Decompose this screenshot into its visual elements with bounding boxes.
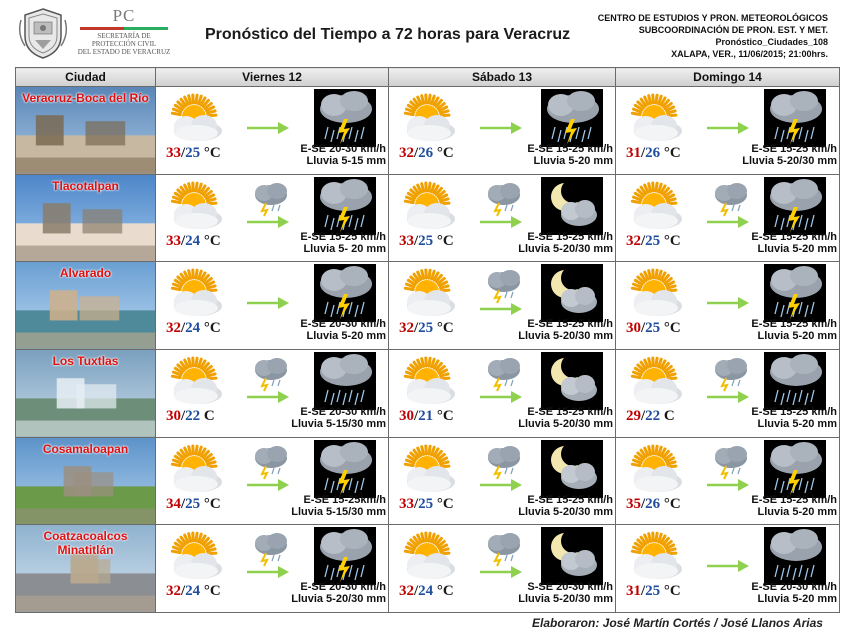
city-name: Tlacotalpan — [52, 178, 119, 193]
arrow-right-icon — [246, 565, 290, 579]
temp-min: 26 — [645, 495, 661, 512]
temp-max: 34 — [166, 495, 181, 512]
rain-cloud-icon — [764, 352, 826, 410]
sun-cloud-icon — [624, 179, 686, 231]
table-row — [16, 174, 840, 262]
city-name: Veracruz-Boca del Río — [22, 91, 149, 105]
arrow-right-icon — [479, 302, 523, 316]
forecast-cell — [156, 174, 389, 262]
wind-text: E-SE 15-25 km/h — [751, 405, 837, 418]
wind-rain-text — [518, 406, 613, 430]
pc-subtitle-3: DEL ESTADO DE VERACRUZ — [77, 48, 171, 56]
arrow-right-icon — [706, 296, 750, 310]
temp-unit: °C — [203, 495, 221, 512]
forecast-cell — [389, 174, 616, 262]
moon-cloud-icon — [541, 440, 603, 498]
wind-rain-text — [300, 231, 386, 255]
temp-min: 26 — [645, 145, 661, 161]
wind-text: E-SE 15-25 km/h — [527, 230, 613, 243]
temp-min: 22 — [645, 407, 661, 424]
wind-text: E-SE 15-25 km/h — [751, 493, 837, 506]
moon-cloud-icon — [541, 352, 603, 410]
sun-cloud-icon — [164, 442, 226, 494]
sun-cloud-icon — [397, 442, 459, 494]
wind-text: E-SE 15-25 km/h — [751, 230, 837, 243]
rain-text: Lluvia 5- 20 mm — [303, 242, 386, 255]
temperature: 32/25 °C — [626, 232, 681, 249]
city-cell — [16, 525, 156, 613]
temperature: 31/26 °C — [626, 145, 681, 161]
wind-text: E-SE 15-25 km/h — [300, 230, 386, 243]
wind-rain-text — [518, 494, 613, 518]
arrow-right-icon — [479, 565, 523, 579]
center-line-4: XALAPA, VER., 11/06/2015; 21:00hrs. — [671, 49, 828, 59]
column-header-day-1: Viernes 12 — [156, 68, 389, 87]
temp-unit: °C — [663, 583, 681, 600]
temperature: 30/22 C — [166, 407, 215, 424]
temp-min: 21 — [418, 407, 434, 424]
wind-text: E-SE 20-30 km/h — [300, 143, 386, 155]
temp-min: 25 — [185, 495, 201, 512]
forecast-cell — [616, 349, 840, 437]
arrow-right-icon — [706, 390, 750, 404]
small-storm-cloud-icon — [250, 356, 292, 392]
rain-text: Lluvia 5-15/30 mm — [291, 417, 386, 430]
temp-min: 25 — [645, 320, 661, 337]
wind-text: E-SE 20-30 km/h — [300, 581, 386, 594]
forecast-cell — [156, 87, 389, 175]
wind-rain-text — [291, 494, 386, 518]
pc-subtitle-2: PROTECCIÓN CIVIL — [91, 40, 157, 48]
temp-min: 25 — [645, 583, 661, 600]
arrow-right-icon — [479, 390, 523, 404]
temp-min: 22 — [185, 407, 201, 424]
forecast-cell — [389, 437, 616, 525]
temp-max: 35 — [626, 495, 641, 512]
header — [0, 0, 844, 66]
sun-cloud-icon — [164, 266, 226, 318]
temp-unit: °C — [663, 232, 681, 249]
wind-rain-text — [751, 406, 837, 430]
moon-cloud-icon — [541, 264, 603, 322]
city-name: Cosamaloapan — [42, 441, 129, 456]
wind-text: E-SE 15-25 km/h — [527, 493, 613, 506]
forecast-cell — [156, 525, 389, 613]
small-storm-cloud-icon — [483, 444, 525, 480]
sun-cloud-icon — [397, 179, 459, 231]
wind-text: E-SE 15-25 km/h — [527, 318, 613, 331]
pc-title: PC — [112, 6, 136, 25]
temp-min: 25 — [418, 232, 434, 249]
temperature: 32/24 °C — [399, 583, 454, 600]
forecast-cell — [616, 437, 840, 525]
wind-text: E-SE 15-25km/h — [303, 493, 386, 506]
rain-text: Lluvia 5-20 mm — [757, 593, 837, 606]
table-row — [16, 262, 840, 350]
rain-text: Lluvia 5-20/30 mm — [518, 505, 613, 518]
wind-rain-text — [518, 231, 613, 255]
temp-max: 31 — [626, 583, 641, 600]
temp-unit: °C — [436, 232, 454, 249]
temp-unit: °C — [436, 407, 454, 424]
rain-text: Lluvia 5-15 mm — [306, 155, 386, 167]
rain-cloud-icon — [764, 527, 826, 585]
temp-min: 24 — [418, 583, 434, 600]
temperature: 32/25 °C — [399, 320, 454, 337]
wind-rain-text — [751, 318, 837, 342]
rain-text: Lluvia 5-15/30 mm — [291, 505, 386, 518]
small-storm-cloud-icon — [483, 268, 525, 304]
forecast-cell — [616, 525, 840, 613]
temp-min: 25 — [185, 145, 201, 161]
sun-cloud-icon — [397, 266, 459, 318]
table-row — [16, 525, 840, 613]
arrow-right-icon — [479, 478, 523, 492]
temp-unit: °C — [436, 583, 454, 600]
sun-cloud-icon — [164, 529, 226, 581]
city-cell — [16, 349, 156, 437]
small-storm-cloud-icon — [483, 531, 525, 567]
temp-max: 33 — [166, 145, 181, 161]
moon-cloud-icon — [541, 177, 603, 235]
table-header-row — [16, 68, 840, 87]
temperature: 32/24 °C — [166, 320, 221, 337]
center-line-2: SUBCOORDINACIÓN DE PRON. EST. Y MET. — [638, 25, 828, 35]
temp-min: 25 — [418, 320, 434, 337]
small-storm-cloud-icon — [250, 531, 292, 567]
temp-max: 31 — [626, 145, 641, 161]
center-line-1: CENTRO DE ESTUDIOS Y PRON. METEOROLÓGICOS — [597, 13, 828, 23]
rain-text: Lluvia 5-20 mm — [306, 330, 386, 343]
wind-text: S-SE 20-30 km/h — [527, 581, 613, 594]
temp-unit: °C — [203, 145, 221, 161]
temperature: 32/24 °C — [166, 583, 221, 600]
forecast-cell — [389, 349, 616, 437]
rain-cloud-icon — [314, 352, 376, 410]
temp-min: 24 — [185, 232, 201, 249]
temp-unit: °C — [203, 320, 221, 337]
column-header-day-3: Domingo 14 — [616, 68, 840, 87]
wind-rain-text — [291, 581, 386, 605]
temp-unit: C — [203, 407, 215, 424]
center-line-3: Pronóstico_Ciudades_108 — [715, 37, 828, 47]
arrow-right-icon — [706, 478, 750, 492]
temperature: 30/21 °C — [399, 407, 454, 424]
table-row — [16, 437, 840, 525]
temp-unit: C — [663, 407, 675, 424]
city-name: Los Tuxtlas — [52, 353, 119, 368]
temp-min: 24 — [185, 583, 201, 600]
rain-text: Lluvia 5-20 mm — [757, 330, 837, 343]
city-cell — [16, 262, 156, 350]
sun-cloud-icon — [624, 266, 686, 318]
column-header-day-2: Sábado 13 — [389, 68, 616, 87]
arrow-right-icon — [246, 390, 290, 404]
arrow-right-icon — [246, 296, 290, 310]
temperature: 31/25 °C — [626, 583, 681, 600]
sun-cloud-icon — [164, 91, 226, 143]
storm-cloud-icon — [541, 89, 603, 147]
temp-max: 30 — [626, 320, 641, 337]
rain-text: Lluvia 5-20/30 mm — [518, 593, 613, 606]
forecast-cell — [389, 87, 616, 175]
forecast-cell — [616, 262, 840, 350]
temperature: 33/25 °C — [399, 232, 454, 249]
temp-min: 26 — [418, 145, 434, 161]
temperature: 33/24 °C — [166, 232, 221, 249]
temp-max: 33 — [399, 495, 414, 512]
pc-subtitle-1: SECRETARÍA DE — [97, 32, 151, 40]
rain-text: Lluvia 5-20 mm — [533, 155, 613, 167]
column-header-city: Ciudad — [16, 68, 156, 87]
storm-cloud-icon — [314, 440, 376, 498]
city-name: Alvarado — [59, 266, 112, 281]
sun-cloud-icon — [624, 354, 686, 406]
wind-text: E-SE 15-25 km/h — [527, 405, 613, 418]
forecast-cell — [389, 525, 616, 613]
temp-max: 32 — [399, 320, 414, 337]
moon-cloud-icon — [541, 527, 603, 585]
temperature: 29/22 C — [626, 407, 675, 424]
table-row — [16, 349, 840, 437]
wind-text: E-SE 20-30 km/h — [300, 405, 386, 418]
wind-text: E-SE 15-25 km/h — [751, 318, 837, 331]
wind-rain-text — [300, 143, 386, 167]
wind-text: E-SE 20-30 km/h — [751, 581, 837, 594]
forecast-cell — [389, 262, 616, 350]
credits: Elaboraron: José Martín Cortés / José Llanos Arias — [532, 616, 823, 630]
temp-max: 32 — [399, 583, 414, 600]
storm-cloud-icon — [764, 264, 826, 322]
wind-rain-text — [751, 581, 837, 605]
center-info — [598, 12, 828, 60]
storm-cloud-icon — [314, 527, 376, 585]
temp-min: 25 — [645, 232, 661, 249]
temp-max: 29 — [626, 407, 641, 424]
temperature: 34/25 °C — [166, 495, 221, 512]
temp-unit: °C — [436, 320, 454, 337]
arrow-right-icon — [246, 215, 290, 229]
temp-max: 30 — [399, 407, 414, 424]
temp-max: 32 — [166, 320, 181, 337]
wind-rain-text — [518, 318, 613, 342]
city-cell — [16, 437, 156, 525]
temperature: 35/26 °C — [626, 495, 681, 512]
arrow-right-icon — [706, 215, 750, 229]
temp-max: 30 — [166, 407, 181, 424]
temp-unit: °C — [663, 145, 681, 161]
rain-text: Lluvia 5-20 mm — [757, 505, 837, 518]
veracruz-coat-of-arms-icon — [17, 6, 69, 60]
pc-logo-block — [74, 6, 174, 56]
temp-unit: °C — [663, 495, 681, 512]
city-name: Coatzacoalcos Minatitlán — [43, 529, 128, 558]
temp-unit: °C — [436, 145, 454, 161]
arrow-right-icon — [246, 478, 290, 492]
temperature: 30/25 °C — [626, 320, 681, 337]
forecast-cell — [156, 262, 389, 350]
storm-cloud-icon — [314, 89, 376, 147]
temp-max: 33 — [399, 232, 414, 249]
arrow-right-icon — [479, 121, 523, 135]
temp-unit: °C — [663, 320, 681, 337]
arrow-right-icon — [706, 559, 750, 573]
small-storm-cloud-icon — [710, 444, 752, 480]
forecast-cell — [616, 87, 840, 175]
storm-cloud-icon — [764, 440, 826, 498]
page-title: Pronóstico del Tiempo a 72 horas para Veracruz — [205, 26, 571, 43]
city-cell — [16, 87, 156, 175]
arrow-right-icon — [706, 121, 750, 135]
table-row — [16, 87, 840, 175]
temp-max: 32 — [166, 583, 181, 600]
small-storm-cloud-icon — [710, 181, 752, 217]
storm-cloud-icon — [764, 89, 826, 147]
sun-cloud-icon — [397, 529, 459, 581]
wind-rain-text — [300, 318, 386, 342]
wind-rain-text — [518, 581, 613, 605]
wind-text: E-SE 15-25 km/h — [751, 143, 837, 155]
temp-unit: °C — [203, 232, 221, 249]
temperature: 33/25 °C — [399, 495, 454, 512]
small-storm-cloud-icon — [250, 444, 292, 480]
wind-text: E-SE 20-30 km/h — [300, 318, 386, 331]
rain-text: Lluvia 5-20/30 mm — [518, 330, 613, 343]
wind-rain-text — [742, 143, 837, 167]
rain-text: Lluvia 5-20 mm — [757, 242, 837, 255]
temp-min: 24 — [185, 320, 201, 337]
wind-rain-text — [751, 494, 837, 518]
temp-max: 32 — [626, 232, 641, 249]
arrow-right-icon — [479, 215, 523, 229]
temp-min: 25 — [418, 495, 434, 512]
storm-cloud-icon — [314, 177, 376, 235]
wind-rain-text — [751, 231, 837, 255]
wind-rain-text — [291, 406, 386, 430]
sun-cloud-icon — [397, 91, 459, 143]
arrow-right-icon — [246, 121, 290, 135]
temp-max: 33 — [166, 232, 181, 249]
sun-cloud-icon — [164, 354, 226, 406]
forecast-cell — [156, 349, 389, 437]
sun-cloud-icon — [624, 442, 686, 494]
storm-cloud-icon — [314, 264, 376, 322]
rain-text: Lluvia 5-20/30 mm — [742, 155, 837, 167]
rain-text: Lluvia 5-20 mm — [757, 417, 837, 430]
forecast-cell — [156, 437, 389, 525]
pc-color-bar — [80, 27, 168, 30]
small-storm-cloud-icon — [483, 181, 525, 217]
sun-cloud-icon — [164, 179, 226, 231]
small-storm-cloud-icon — [710, 356, 752, 392]
rain-text: Lluvia 5-20/30 mm — [291, 593, 386, 606]
sun-cloud-icon — [624, 529, 686, 581]
wind-text: E-SE 15-25 km/h — [527, 143, 613, 155]
sun-cloud-icon — [624, 91, 686, 143]
small-storm-cloud-icon — [483, 356, 525, 392]
small-storm-cloud-icon — [250, 181, 292, 217]
storm-cloud-icon — [764, 177, 826, 235]
temperature: 32/26 °C — [399, 145, 454, 161]
sun-cloud-icon — [397, 354, 459, 406]
temp-unit: °C — [203, 583, 221, 600]
temp-max: 32 — [399, 145, 414, 161]
rain-text: Lluvia 5-20/30 mm — [518, 242, 613, 255]
forecast-cell — [616, 174, 840, 262]
wind-rain-text — [527, 143, 613, 167]
city-cell — [16, 174, 156, 262]
forecast-table — [15, 67, 840, 613]
temp-unit: °C — [436, 495, 454, 512]
temperature: 33/25 °C — [166, 145, 221, 161]
rain-text: Lluvia 5-20/30 mm — [518, 417, 613, 430]
